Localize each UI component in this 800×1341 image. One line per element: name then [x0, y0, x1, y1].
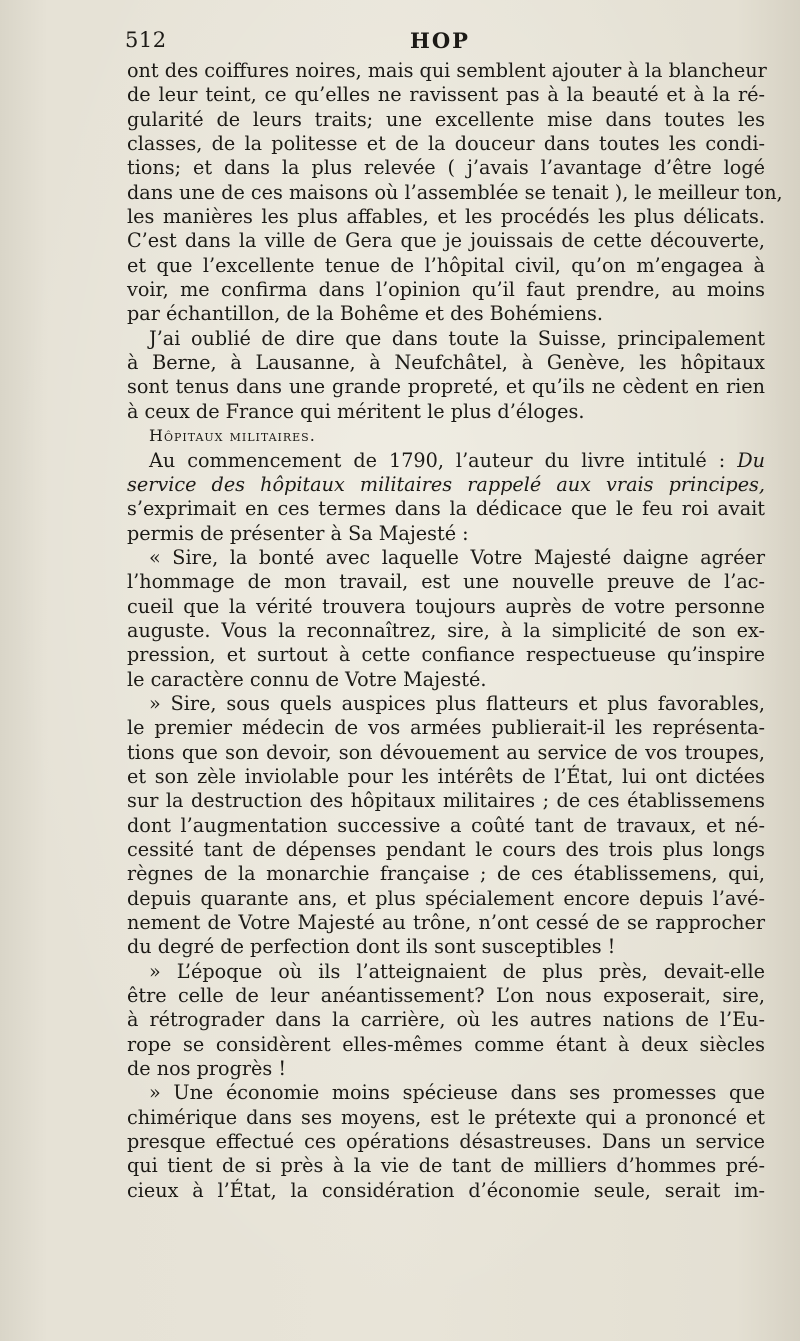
text-line: cieux à l’État, la considération d’économie seule, serait im-: [127, 1178, 765, 1202]
text-line: gularité de leurs traits; une excellente mise dans toutes les: [127, 107, 765, 131]
text-line: être celle de leur anéantissement? L’on nous exposerait, sire,: [127, 984, 765, 1008]
page-number: 512: [125, 28, 167, 52]
section-heading: Hôpitaux militaires.: [149, 426, 316, 446]
text-line: dont l’augmentation successive a coûté tant de travaux, et né-: [127, 813, 765, 837]
italic-title-start: Du: [737, 448, 765, 472]
text-line: pression, et surtout à cette confiance respectueuse qu’inspire: [127, 643, 765, 667]
text-line: sont tenus dans une grande propreté, et qu’ils ne cèdent en rien: [127, 375, 765, 399]
text-line: » Sire, sous quels auspices plus flatteurs et plus favorables,: [149, 691, 765, 715]
text-line: « Sire, la bonté avec laquelle Votre Majesté daigne agréer: [149, 545, 765, 569]
text-line: de leur teint, ce qu’elles ne ravissent pas à la beauté et à la ré-: [127, 83, 765, 107]
text-line: cessité tant de dépenses pendant le cours des trois plus longs: [127, 838, 765, 861]
text-line: les manières les plus affables, et les procédés les plus délicats.: [127, 205, 765, 229]
text-line: dans une de ces maisons où l’assemblée se tenait ), le meilleur ton,: [127, 180, 783, 204]
text-line: tions que son devoir, son dévouement au service de vos troupes,: [127, 740, 765, 764]
text-line: et que l’excellente tenue de l’hôpital civil, qu’on m’engagea à: [127, 253, 765, 277]
italic-title: service des hôpitaux militaires rappelé aux vrais principes,: [127, 472, 765, 496]
running-head: HOP: [410, 28, 470, 53]
text-line: l’hommage de mon travail, est une nouvelle preuve de l’ac-: [127, 570, 765, 594]
text-line: sur la destruction des hôpitaux militaires ; de ces établissemens: [127, 789, 765, 813]
text-line: à Berne, à Lausanne, à Neufchâtel, à Genève, les hôpitaux: [127, 351, 765, 375]
text-line: permis de présenter à Sa Majesté :: [127, 521, 469, 545]
text-line-italic: [127, 473, 765, 497]
text-line: » L’époque où ils l’atteignaient de plus près, devait-elle: [149, 959, 765, 983]
text-line: s’exprimait en ces termes dans la dédicace que le feu roi avait: [127, 497, 765, 521]
text-line: le premier médecin de vos armées publierait-il les représenta-: [127, 716, 765, 740]
text-line: chimérique dans ses moyens, est le prétexte qui a prononcé et: [127, 1105, 765, 1129]
text-line: auguste. Vous la reconnaîtrez, sire, à la simplicité de son ex-: [127, 618, 765, 642]
text-line: » Une économie moins spécieuse dans ses promesses que: [149, 1081, 765, 1105]
body-text: [127, 59, 783, 1203]
text-line: qui tient de si près à la vie de tant de milliers d’hommes pré-: [127, 1154, 765, 1178]
text-line: à rétrograder dans la carrière, où les autres nations de l’Eu-: [127, 1008, 765, 1032]
text-line-roman: Au commencement de 1790, l’auteur du livre intitulé :: [149, 448, 726, 472]
text-line: de nos progrès !: [127, 1057, 287, 1081]
text-line: nement de Votre Majesté au trône, n’ont cessé de se rapprocher: [127, 911, 765, 935]
text-line: classes, de la politesse et de la douceur dans toutes les condi-: [127, 132, 765, 156]
page-header: [125, 28, 765, 58]
text-line: par échantillon, de la Bohême et des Bohémiens.: [127, 302, 604, 326]
text-line-with-italic: [127, 449, 765, 473]
text-line: règnes de la monarchie française ; de ces établissemens, qui,: [127, 862, 765, 886]
text-line: à ceux de France qui méritent le plus d’éloges.: [127, 399, 585, 423]
text-line: et son zèle inviolable pour les intérêts de l’État, lui ont dictées: [127, 764, 765, 788]
text-line: cueil que la vérité trouvera toujours auprès de votre personne: [127, 594, 765, 618]
text-line: rope se considèrent elles-mêmes comme étant à deux siècles: [127, 1032, 765, 1056]
text-line: tions; et dans la plus relevée ( j’avais l’avantage d’être logé: [127, 156, 765, 180]
text-line: presque effectué ces opérations désastreuses. Dans un service: [127, 1130, 765, 1154]
text-line: voir, me confirma dans l’opinion qu’il faut prendre, au moins: [127, 278, 765, 302]
text-line: depuis quarante ans, et plus spécialement encore depuis l’avé-: [127, 886, 765, 910]
text-line: le caractère connu de Votre Majesté.: [127, 667, 487, 691]
text-line: ont des coiffures noires, mais qui semblent ajouter à la blancheur: [127, 59, 767, 82]
text-line: C’est dans la ville de Gera que je jouissais de cette découverte,: [127, 229, 765, 253]
text-line: J’ai oublié de dire que dans toute la Suisse, principalement: [149, 326, 765, 350]
text-line: du degré de perfection dont ils sont susceptibles !: [127, 935, 616, 959]
